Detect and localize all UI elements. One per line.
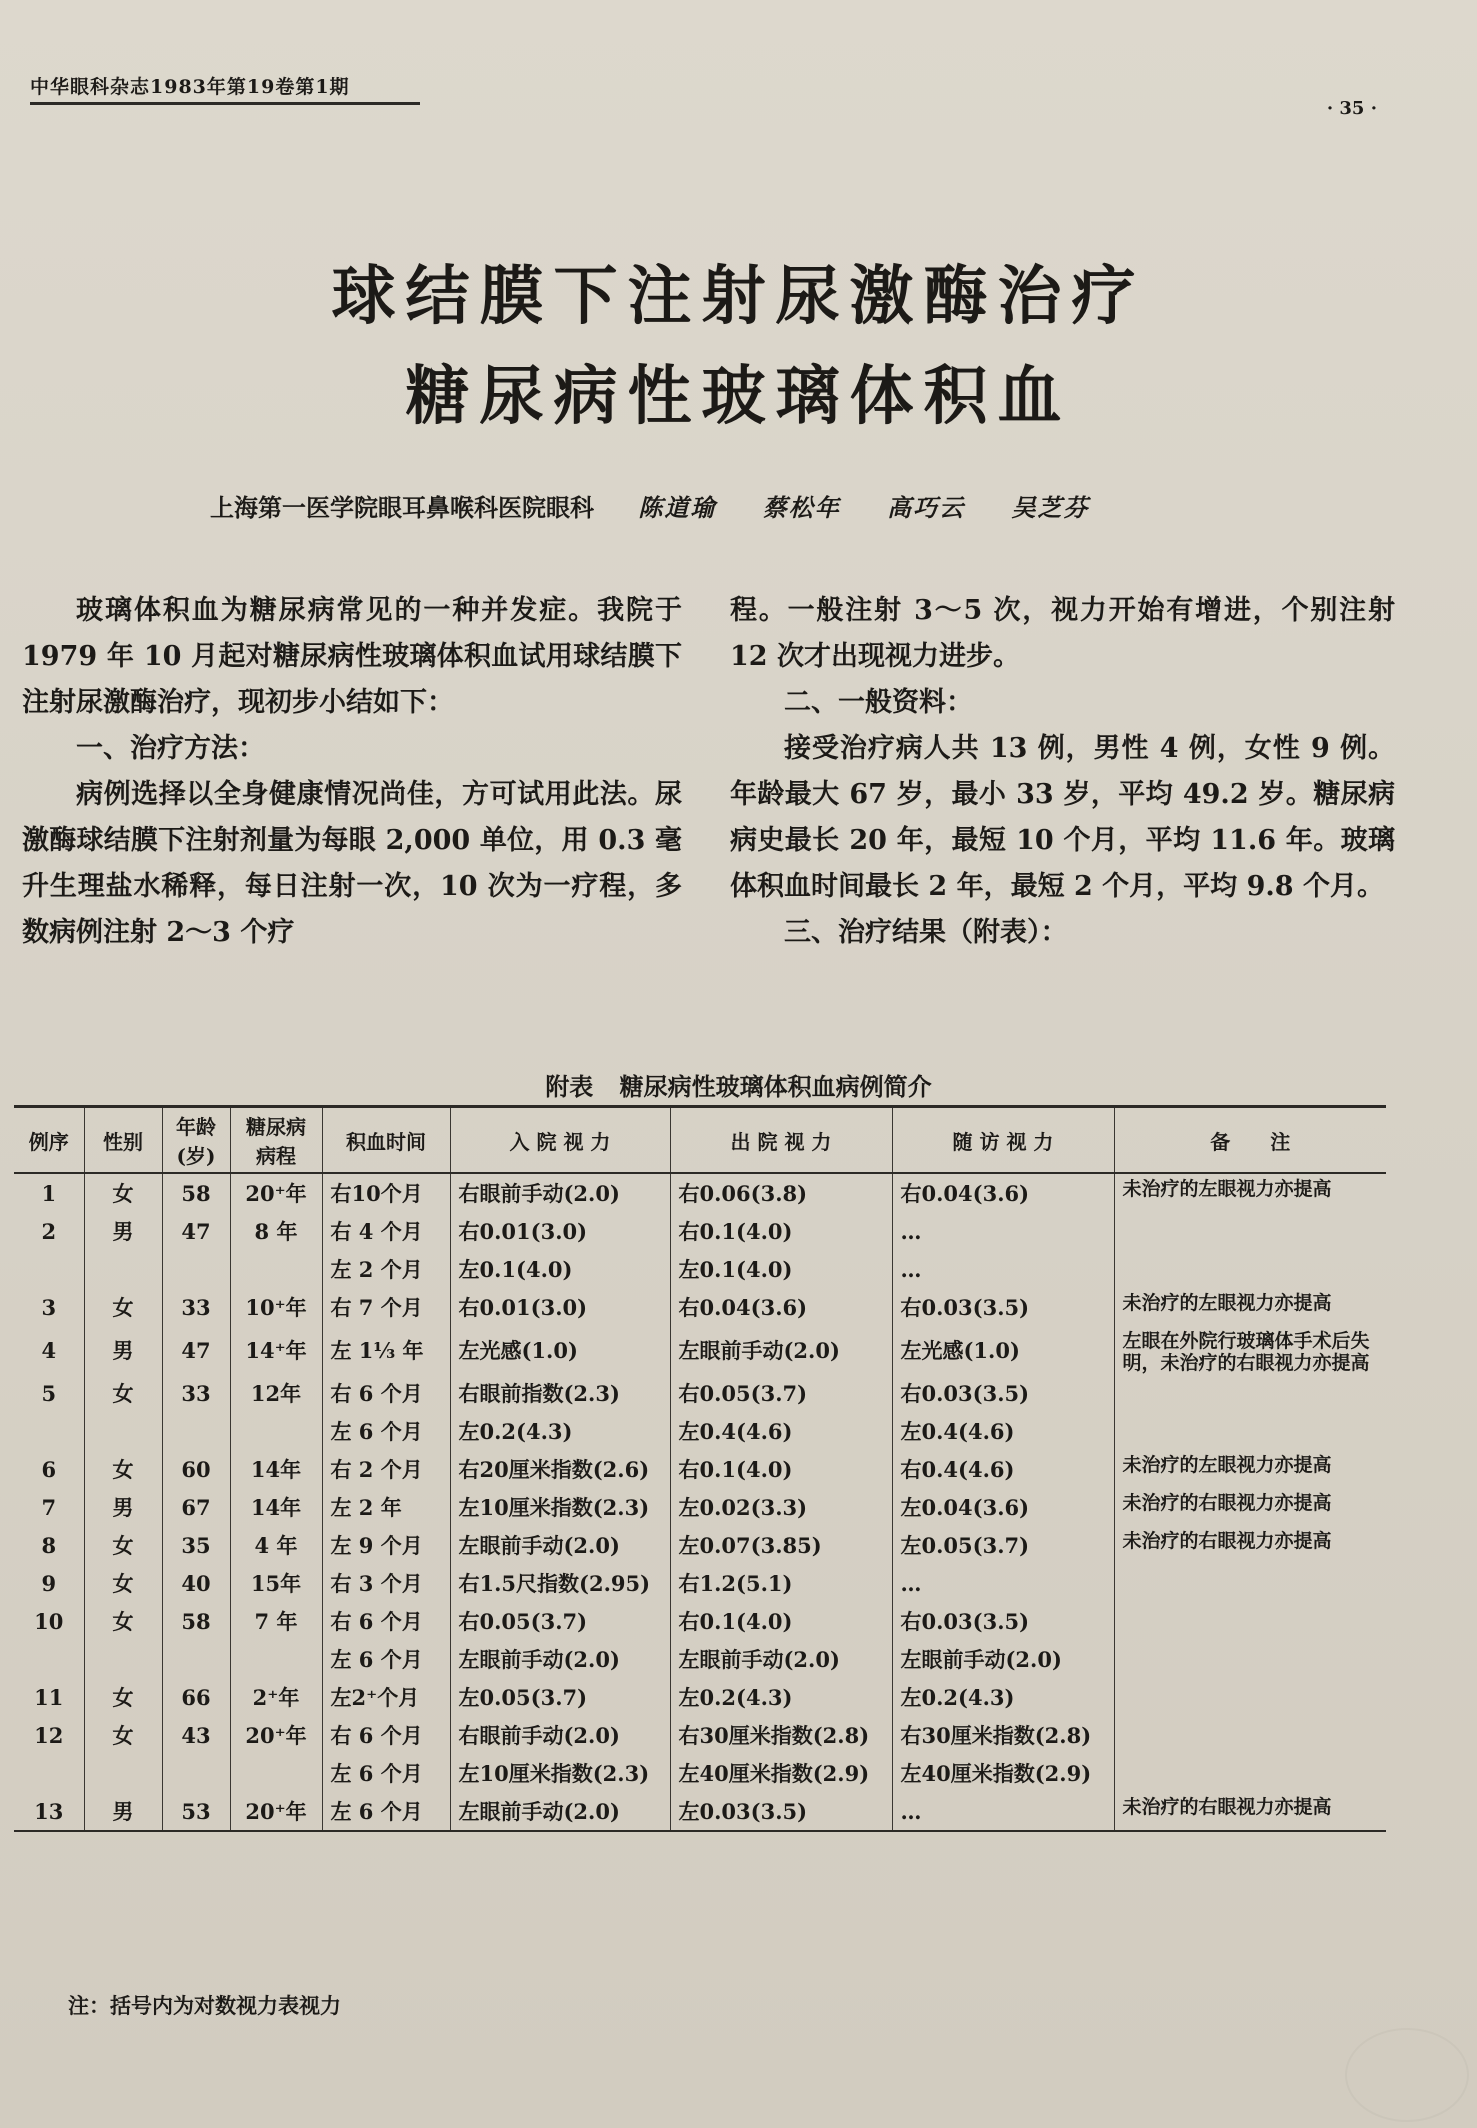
table-cell — [14, 1412, 84, 1450]
table-cell: 58 — [162, 1602, 230, 1640]
table-cell: 4 — [41, 1337, 57, 1363]
article-title-line-2: 糖尿病性玻璃体积血 — [405, 359, 1072, 434]
table-row — [14, 1488, 1386, 1526]
table-row — [14, 1564, 1386, 1602]
table-cell: 12年 — [230, 1374, 322, 1412]
table-cell: 右1.2(5.1) — [670, 1564, 892, 1602]
table-cell: 右10个月 — [322, 1173, 450, 1212]
table-cell: 右 6 个月 — [322, 1602, 450, 1640]
table-cell: 未治疗的左眼视力亦提高 — [1114, 1450, 1386, 1488]
table-header-cell: 出 院 视 力 — [670, 1107, 892, 1174]
table-cell: 左0.4(4.6) — [670, 1412, 892, 1450]
table-row — [14, 1212, 1386, 1250]
table-header-cell: 例序 — [14, 1107, 84, 1174]
table-cell: 左40厘米指数(2.9) — [892, 1754, 1114, 1792]
table-cell: 左40厘米指数(2.9) — [670, 1754, 892, 1792]
body-paragraph: 程。一般注射 3～5 次，视力开始有增进，个别注射 12 次才出现视力进步。 — [730, 595, 1395, 672]
table-header-cell: 入 院 视 力 — [450, 1107, 670, 1174]
table-cell: 33 — [162, 1374, 230, 1412]
table-cell: 左0.2(4.3) — [892, 1678, 1114, 1716]
table-cell: 男 — [84, 1488, 162, 1526]
table-cell: 33 — [162, 1288, 230, 1326]
table-cell: 男 — [84, 1212, 162, 1250]
table-header-cell: 年龄(岁) — [162, 1107, 230, 1174]
author-name: 吴芝芬 — [1011, 493, 1090, 522]
table-cell — [162, 1412, 230, 1450]
body-paragraph: 病例选择以全身健康情况尚佳，方可试用此法。尿激酶球结膜下注射剂量为每眼 2,000 单位，用 0.3 毫升生理盐水稀释，每日注射一次，10 次为一疗程，多数病例注射 2～3 个疗 — [22, 779, 682, 948]
table-cell — [1114, 1250, 1386, 1288]
table-cell — [84, 1640, 162, 1678]
table-cell: 35 — [162, 1526, 230, 1564]
table-cell: 47 — [162, 1212, 230, 1250]
table-cell: 左眼前手动(2.0) — [450, 1526, 670, 1564]
table-header-cell: 性别 — [84, 1107, 162, 1174]
table-cell: 右0.03(3.5) — [892, 1374, 1114, 1412]
table-cell: 右 3 个月 — [322, 1564, 450, 1602]
body-paragraph: 二、一般资料： — [784, 687, 973, 718]
table-cell: 66 — [162, 1678, 230, 1716]
table-cell — [230, 1412, 322, 1450]
case-table — [14, 1105, 1386, 1832]
table-cell: 20⁺年 — [230, 1716, 322, 1754]
table-cell — [1114, 1640, 1386, 1678]
table-cell: 右 4 个月 — [322, 1212, 450, 1250]
table-cell: 左0.4(4.6) — [892, 1412, 1114, 1450]
table-cell — [230, 1250, 322, 1288]
table-cell: 左0.05(3.7) — [450, 1678, 670, 1716]
table-cell — [14, 1250, 84, 1288]
table-cell: 11 — [34, 1684, 64, 1710]
table-cell: 左 6 个月 — [322, 1640, 450, 1678]
table-cell: 7 年 — [230, 1602, 322, 1640]
table-cell — [84, 1412, 162, 1450]
table-cell: 左0.05(3.7) — [892, 1526, 1114, 1564]
table-cell: 左 2 年 — [322, 1488, 450, 1526]
table-cell — [1114, 1716, 1386, 1754]
table-row — [14, 1374, 1386, 1412]
table-cell: 右眼前手动(2.0) — [450, 1716, 670, 1754]
body-paragraph: 一、治疗方法： — [76, 733, 265, 764]
table-row — [14, 1602, 1386, 1640]
table-cell: 未治疗的左眼视力亦提高 — [1114, 1288, 1386, 1326]
table-cell: 47 — [162, 1326, 230, 1374]
table-cell — [1114, 1564, 1386, 1602]
table-cell: 女 — [84, 1526, 162, 1564]
table-cell: 左眼前手动(2.0) — [450, 1792, 670, 1831]
table-cell: 14年 — [230, 1450, 322, 1488]
table-cell — [84, 1250, 162, 1288]
table-cell: 女 — [84, 1716, 162, 1754]
table-cell: 左眼在外院行玻璃体手术后失明，未治疗的右眼视力亦提高 — [1114, 1326, 1386, 1374]
table-cell: 左眼前手动(2.0) — [892, 1640, 1114, 1678]
header-rule — [30, 102, 420, 105]
table-cell: 4 年 — [230, 1526, 322, 1564]
table-cell: 右0.4(4.6) — [892, 1450, 1114, 1488]
table-row — [14, 1450, 1386, 1488]
table-cell: 8 — [41, 1532, 57, 1558]
table-cell: 左 6 个月 — [322, 1412, 450, 1450]
table-cell: 右 7 个月 — [322, 1288, 450, 1326]
table-cell: 左眼前手动(2.0) — [670, 1326, 892, 1374]
article-title-line-1: 球结膜下注射尿激酶治疗 — [331, 259, 1146, 334]
table-cell: 14⁺年 — [230, 1326, 322, 1374]
table-cell: 左10厘米指数(2.3) — [450, 1754, 670, 1792]
table-cell — [1114, 1754, 1386, 1792]
body-column-right — [730, 588, 1395, 956]
table-cell: 男 — [84, 1792, 162, 1831]
author-name: 高巧云 — [887, 493, 966, 522]
table-cell: 左0.2(4.3) — [670, 1678, 892, 1716]
table-cell: 右0.05(3.7) — [670, 1374, 892, 1412]
table-cell: 右 6 个月 — [322, 1716, 450, 1754]
table-cell: 左0.03(3.5) — [670, 1792, 892, 1831]
table-cell: 左 6 个月 — [322, 1792, 450, 1831]
table-cell: 右0.1(4.0) — [670, 1602, 892, 1640]
author-line — [210, 488, 1127, 523]
table-cell: 右0.01(3.0) — [450, 1212, 670, 1250]
table-cell — [230, 1754, 322, 1792]
table-caption-text: 糖尿病性玻璃体积血病例简介 — [619, 1072, 932, 1101]
table-cell: 15年 — [230, 1564, 322, 1602]
table-cell — [230, 1640, 322, 1678]
table-footnote: 注：括号内为对数视力表视力 — [68, 1993, 341, 2018]
table-header-cell: 随 访 视 力 — [892, 1107, 1114, 1174]
table-cell: 60 — [162, 1450, 230, 1488]
table-cell: 20⁺年 — [230, 1173, 322, 1212]
table-cell: 男 — [84, 1326, 162, 1374]
table-cell: 左眼前手动(2.0) — [450, 1640, 670, 1678]
table-cell: 9 — [41, 1570, 57, 1596]
table-cell: 左2⁺个月 — [322, 1678, 450, 1716]
table-cell — [84, 1754, 162, 1792]
table-cell: 右0.03(3.5) — [892, 1288, 1114, 1326]
table-cell: 左0.1(4.0) — [450, 1250, 670, 1288]
table-caption-label: 附表 — [545, 1072, 594, 1101]
table-cell: 未治疗的右眼视力亦提高 — [1114, 1488, 1386, 1526]
table-cell: 6 — [41, 1456, 57, 1482]
table-cell: 1 — [41, 1180, 57, 1206]
table-cell: 左 2 个月 — [322, 1250, 450, 1288]
table-cell: 女 — [84, 1450, 162, 1488]
table-cell: 左 9 个月 — [322, 1526, 450, 1564]
table-caption — [0, 1067, 1477, 1102]
table-cell: 右0.04(3.6) — [670, 1288, 892, 1326]
table-body — [14, 1173, 1386, 1831]
table-row — [14, 1288, 1386, 1326]
table-cell: … — [892, 1564, 1114, 1602]
table-cell: 右20厘米指数(2.6) — [450, 1450, 670, 1488]
table-cell: 67 — [162, 1488, 230, 1526]
table-cell: 13 — [14, 1792, 84, 1831]
table-cell: 右0.1(4.0) — [670, 1212, 892, 1250]
table-cell: 右0.04(3.6) — [892, 1173, 1114, 1212]
table-cell: 右30厘米指数(2.8) — [892, 1716, 1114, 1754]
table-cell: 左光感(1.0) — [892, 1326, 1114, 1374]
body-paragraph: 三、治疗结果（附表）： — [784, 917, 1068, 948]
table-row — [14, 1250, 1386, 1288]
table-cell — [162, 1640, 230, 1678]
table-cell: 女 — [84, 1288, 162, 1326]
body-paragraph: 玻璃体积血为糖尿病常见的一种并发症。我院于 1979 年 10 月起对糖尿病性玻璃体积血试用球结膜下注射尿激酶治疗，现初步小结如下： — [22, 595, 682, 718]
table-cell: 右0.01(3.0) — [450, 1288, 670, 1326]
table-cell: 女 — [84, 1564, 162, 1602]
table-cell: 未治疗的右眼视力亦提高 — [1114, 1792, 1386, 1831]
table-cell — [1114, 1602, 1386, 1640]
table-header-cell: 备 注 — [1114, 1107, 1386, 1174]
table-cell: … — [892, 1250, 1114, 1288]
table-cell: 14年 — [230, 1488, 322, 1526]
table-cell: 右0.03(3.5) — [892, 1602, 1114, 1640]
table-cell: 女 — [84, 1678, 162, 1716]
table-row — [14, 1716, 1386, 1754]
table-header-row — [14, 1107, 1386, 1174]
table-cell: 10 — [34, 1608, 64, 1634]
table-cell: 右1.5尺指数(2.95) — [450, 1564, 670, 1602]
table-cell: 3 — [41, 1294, 57, 1320]
table-cell: 左 1⅓ 年 — [322, 1326, 450, 1374]
table-cell: 58 — [162, 1173, 230, 1212]
table-cell: 右30厘米指数(2.8) — [670, 1716, 892, 1754]
table-cell — [162, 1250, 230, 1288]
table-cell — [14, 1754, 84, 1792]
table-header-cell: 积血时间 — [322, 1107, 450, 1174]
table-cell: 8 年 — [230, 1212, 322, 1250]
table-cell — [162, 1754, 230, 1792]
body-column-left — [22, 588, 682, 956]
table-cell: 右 6 个月 — [322, 1374, 450, 1412]
table-cell — [14, 1640, 84, 1678]
table-cell — [1114, 1412, 1386, 1450]
table-cell: 12 — [34, 1722, 64, 1748]
table-cell: 女 — [84, 1374, 162, 1412]
table-cell: 左0.07(3.85) — [670, 1526, 892, 1564]
table-cell: 53 — [162, 1792, 230, 1831]
table-cell: 左0.1(4.0) — [670, 1250, 892, 1288]
table-row — [14, 1173, 1386, 1212]
table-cell: 左光感(1.0) — [450, 1326, 670, 1374]
table-cell: 左0.02(3.3) — [670, 1488, 892, 1526]
affiliation: 上海第一医学院眼耳鼻喉科医院眼科 — [210, 493, 594, 522]
table-cell: 左0.04(3.6) — [892, 1488, 1114, 1526]
table-row — [14, 1326, 1386, 1374]
table-cell — [1114, 1678, 1386, 1716]
table-cell: 43 — [162, 1716, 230, 1754]
table-row — [14, 1754, 1386, 1792]
table-row — [14, 1678, 1386, 1716]
table-cell: 2⁺年 — [230, 1678, 322, 1716]
table-row — [14, 1526, 1386, 1564]
page-number: · 35 · — [1326, 98, 1377, 119]
table-cell: 左0.2(4.3) — [450, 1412, 670, 1450]
table-header-cell: 糖尿病病程 — [230, 1107, 322, 1174]
table-cell — [1114, 1374, 1386, 1412]
body-paragraph: 接受治疗病人共 13 例，男性 4 例，女性 9 例。年龄最大 67 岁，最小 33 岁，平均 49.2 岁。糖尿病病史最长 20 年，最短 10 个月，平均 11.6 年。玻璃体积血时间最长 2 年，最短 2 个月，平均 9.8 个月。 — [730, 733, 1395, 902]
author-name: 蔡松年 — [762, 493, 841, 522]
table-cell — [1114, 1212, 1386, 1250]
author-name: 陈道瑜 — [638, 493, 717, 522]
table-cell: 40 — [162, 1564, 230, 1602]
table-cell: 右眼前手动(2.0) — [450, 1173, 670, 1212]
table-cell: 未治疗的右眼视力亦提高 — [1114, 1526, 1386, 1564]
table-row — [14, 1792, 1386, 1831]
table-cell: 未治疗的左眼视力亦提高 — [1114, 1173, 1386, 1212]
table-cell: 左眼前手动(2.0) — [670, 1640, 892, 1678]
watermark-stamp — [1345, 2028, 1469, 2122]
table-cell: … — [892, 1792, 1114, 1831]
table-cell: 右 2 个月 — [322, 1450, 450, 1488]
table-cell: … — [892, 1212, 1114, 1250]
table-cell: 20⁺年 — [230, 1792, 322, 1831]
journal-header: 中华眼科杂志1983年第19卷第1期 — [30, 76, 350, 98]
table-cell: 7 — [41, 1494, 57, 1520]
table-cell: 左 6 个月 — [322, 1754, 450, 1792]
table-cell: 2 — [41, 1218, 57, 1244]
table-cell: 左10厘米指数(2.3) — [450, 1488, 670, 1526]
table-cell: 右0.1(4.0) — [670, 1450, 892, 1488]
table-cell: 女 — [84, 1173, 162, 1212]
table-cell: 右眼前指数(2.3) — [450, 1374, 670, 1412]
table-cell: 10⁺年 — [230, 1288, 322, 1326]
table-cell: 右0.05(3.7) — [450, 1602, 670, 1640]
table-row — [14, 1412, 1386, 1450]
table-cell: 5 — [41, 1380, 57, 1406]
table-cell: 右0.06(3.8) — [670, 1173, 892, 1212]
table-cell: 女 — [84, 1602, 162, 1640]
table-row — [14, 1640, 1386, 1678]
